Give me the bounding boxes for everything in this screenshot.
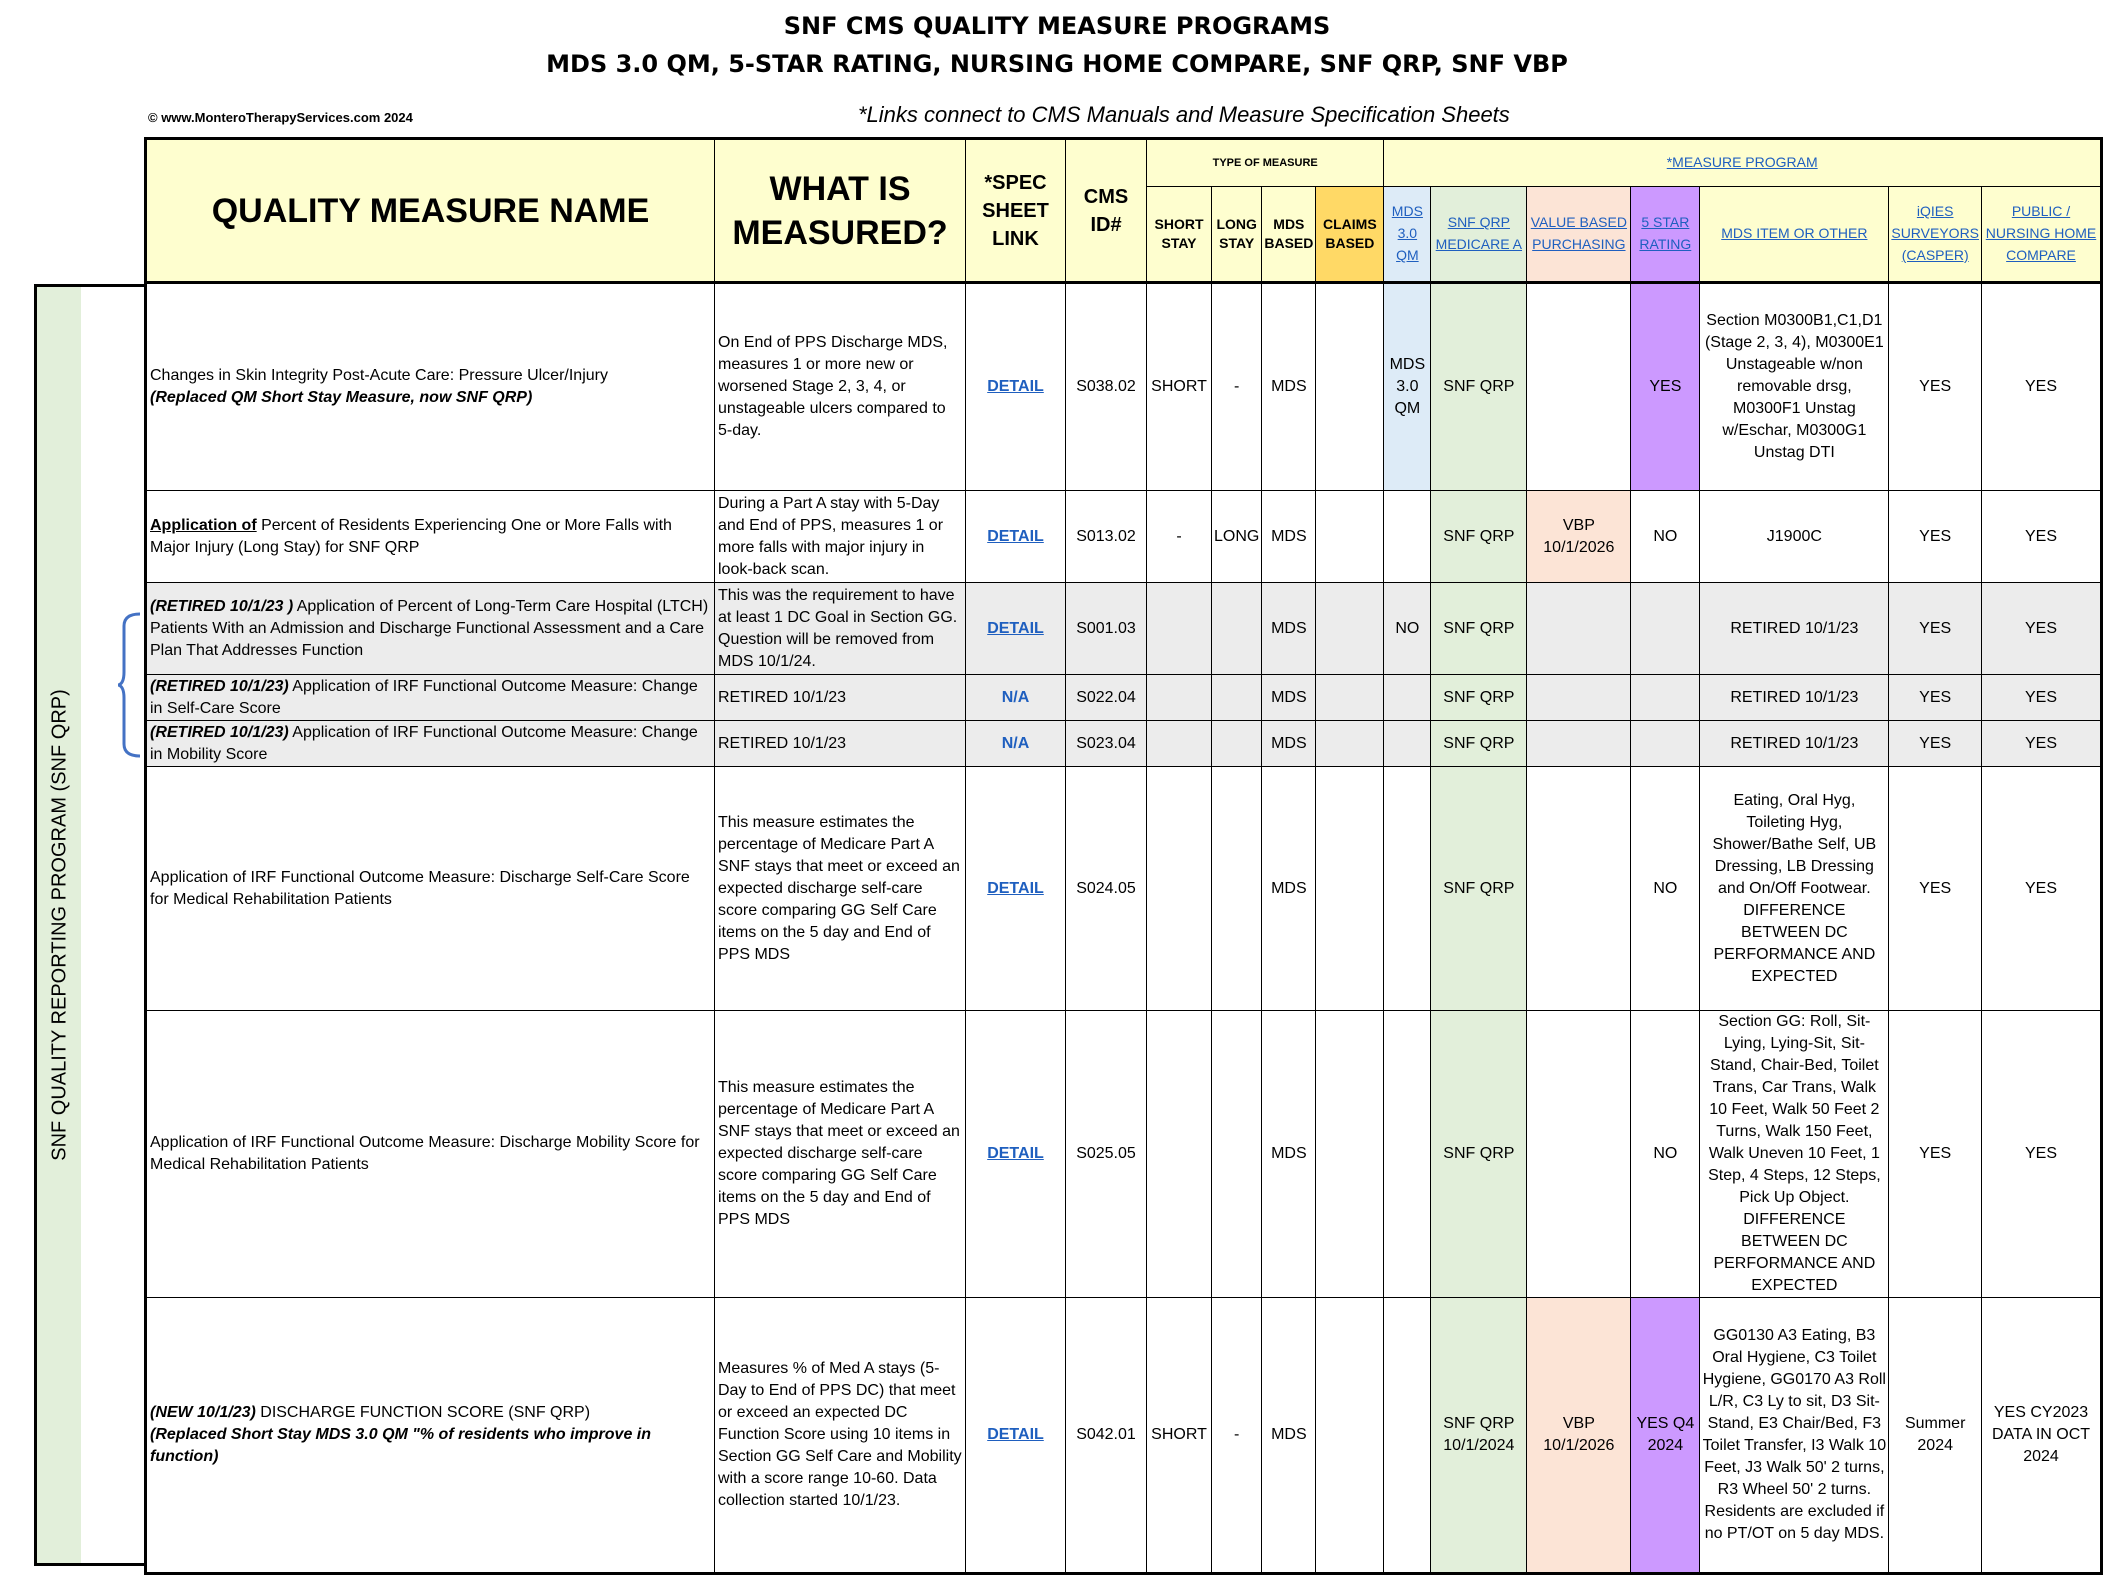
mds-based-cell: MDS — [1262, 767, 1316, 1011]
page-subtitle: MDS 3.0 QM, 5-STAR RATING, NURSING HOME COMPARE, SNF QRP, SNF VBP — [546, 50, 1568, 78]
table-row — [146, 283, 2102, 491]
col-header-long: LONG STAY — [1212, 187, 1262, 283]
vbp-cell — [1527, 1011, 1631, 1298]
col-header-iqies[interactable] — [1889, 187, 1982, 283]
long-stay-cell — [1212, 767, 1262, 1011]
col-header-mds-based: MDS BASED — [1262, 187, 1316, 283]
long-stay-cell: - — [1212, 283, 1262, 491]
what-measured-cell: RETIRED 10/1/23 — [715, 721, 966, 767]
iqies-cell: YES — [1889, 491, 1982, 583]
measure-name-prefix: (RETIRED 10/1/23) — [150, 723, 289, 741]
iqies-cell: YES — [1889, 721, 1982, 767]
short-stay-cell: - — [1147, 491, 1212, 583]
mds-item-cell: RETIRED 10/1/23 — [1700, 675, 1889, 721]
claims-based-cell — [1316, 1298, 1384, 1574]
star-rating-link[interactable]: 5 STAR RATING — [1639, 214, 1692, 252]
vbp-cell: VBP 10/1/2026 — [1527, 1298, 1631, 1574]
measure-name-cell — [146, 721, 715, 767]
spec-sheet-cell — [966, 721, 1066, 767]
measure-name: Application of IRF Functional Outcome Measure: Change in Mobility Score — [150, 723, 698, 763]
short-stay-cell: SHORT — [1147, 1298, 1212, 1574]
spec-sheet-link[interactable]: DETAIL — [987, 527, 1044, 545]
iqies-cell: Summer 2024 — [1889, 1298, 1982, 1574]
col-header-name: QUALITY MEASURE NAME — [146, 139, 715, 283]
mds30-cell — [1384, 675, 1431, 721]
measure-name-prefix: (NEW 10/1/23) — [150, 1404, 256, 1421]
table-row — [146, 583, 2102, 675]
mds30-cell — [1384, 491, 1431, 583]
what-measured-cell: This was the requirement to have at least 1 DC Goal in Section GG. Question will be removed from MDS 10/1/24. — [715, 583, 966, 675]
mds-based-cell: MDS — [1262, 675, 1316, 721]
measure-name-prefix: Application of — [150, 516, 257, 534]
col-group-program[interactable] — [1384, 139, 2102, 187]
short-stay-cell — [1147, 1011, 1212, 1298]
measure-name: Application of IRF Functional Outcome Measure: Discharge Mobility Score for Medical Rehabilitation Patients — [150, 1134, 700, 1173]
snfqrp-cell: SNF QRP — [1431, 283, 1527, 491]
star-rating-cell: NO — [1631, 491, 1700, 583]
mds-item-cell: RETIRED 10/1/23 — [1700, 721, 1889, 767]
short-stay-cell — [1147, 675, 1212, 721]
spec-sheet-cell[interactable] — [966, 491, 1066, 583]
spec-sheet-link[interactable]: DETAIL — [987, 619, 1044, 637]
claims-based-cell — [1316, 491, 1384, 583]
col-header-cmsid: CMS ID# — [1066, 139, 1147, 283]
mds30-cell — [1384, 1011, 1431, 1298]
mds-item-cell: RETIRED 10/1/23 — [1700, 583, 1889, 675]
star-rating-cell: YES Q4 2024 — [1631, 1298, 1700, 1574]
mds-item-cell: J1900C — [1700, 491, 1889, 583]
measure-name-note: (Replaced Short Stay MDS 3.0 QM "% of residents who improve in function) — [150, 1426, 652, 1465]
star-rating-cell: NO — [1631, 767, 1700, 1011]
measure-name-cell — [146, 283, 715, 491]
spec-sheet-cell[interactable] — [966, 1011, 1066, 1298]
public-compare-cell: YES — [1982, 721, 2102, 767]
public-compare-cell: YES — [1982, 583, 2102, 675]
what-measured-cell: RETIRED 10/1/23 — [715, 675, 966, 721]
public-compare-cell: YES — [1982, 491, 2102, 583]
spec-sheet-cell — [966, 675, 1066, 721]
col-header-public[interactable] — [1982, 187, 2102, 283]
mds-item-cell: Eating, Oral Hyg, Toileting Hyg, Shower/Bathe Self, UB Dressing, LB Dressing and On/Off Footwear. DIFFERENCE BETWEEN DC PERFORMANCE AND EXPECTED — [1700, 767, 1889, 1011]
public-compare-cell: YES — [1982, 283, 2102, 491]
col-header-spec: *SPEC SHEET LINK — [966, 139, 1066, 283]
cms-id-cell: S013.02 — [1066, 491, 1147, 583]
measure-name: DISCHARGE FUNCTION SCORE (SNF QRP) — [255, 1404, 591, 1421]
snfqrp-cell: SNF QRP — [1431, 1011, 1527, 1298]
cms-id-cell: S022.04 — [1066, 675, 1147, 721]
mds-based-cell: MDS — [1262, 1011, 1316, 1298]
claims-based-cell — [1316, 767, 1384, 1011]
iqies-cell: YES — [1889, 767, 1982, 1011]
long-stay-cell — [1212, 1011, 1262, 1298]
short-stay-cell — [1147, 721, 1212, 767]
public-compare-cell: YES — [1982, 767, 2102, 1011]
side-band-label: SNF QUALITY REPORTING PROGRAM (SNF QRP) — [48, 689, 71, 1161]
long-stay-cell: LONG — [1212, 491, 1262, 583]
short-stay-cell: SHORT — [1147, 283, 1212, 491]
what-measured-cell: This measure estimates the percentage of Medicare Part A SNF stays that meet or exceed an expected discharge self-care score comparing GG Self Care items on the 5 day and End of PPS MDS — [715, 767, 966, 1011]
iqies-cell: YES — [1889, 1011, 1982, 1298]
public-compare-cell: YES — [1982, 675, 2102, 721]
short-stay-cell — [1147, 767, 1212, 1011]
snfqrp-cell: SNF QRP — [1431, 675, 1527, 721]
measure-name: Application of IRF Functional Outcome Measure: Change in Self-Care Score — [150, 677, 698, 717]
long-stay-cell — [1212, 675, 1262, 721]
page-title: SNF CMS QUALITY MEASURE PROGRAMS — [783, 12, 1331, 40]
col-header-star[interactable] — [1631, 187, 1700, 283]
bracket-icon — [118, 612, 144, 758]
measure-name-cell — [146, 1011, 715, 1298]
table-row — [146, 1298, 2102, 1574]
snfqrp-cell: SNF QRP — [1431, 491, 1527, 583]
short-stay-cell — [1147, 583, 1212, 675]
table-row — [146, 767, 2102, 1011]
snfqrp-link[interactable]: SNF QRP MEDICARE A — [1435, 214, 1523, 252]
col-header-item[interactable] — [1700, 187, 1889, 283]
iqies-link[interactable]: iQIES SURVEYORS (CASPER) — [1891, 203, 1980, 263]
measure-name-cell — [146, 491, 715, 583]
mds30-cell — [1384, 721, 1431, 767]
vbp-cell — [1527, 767, 1631, 1011]
measure-name: Application of Percent of Long-Term Care Hospital (LTCH) Patients With an Admission and Discharge Functional Assessment and a Care Plan That Addresses Function — [150, 597, 709, 659]
links-note: *Links connect to CMS Manuals and Measure Specification Sheets — [858, 102, 1510, 127]
col-header-what: WHAT IS MEASURED? — [715, 139, 966, 283]
table-row — [146, 675, 2102, 721]
mds30-link[interactable]: MDS 3.0 QM — [1391, 203, 1423, 263]
cms-id-cell: S024.05 — [1066, 767, 1147, 1011]
spec-sheet-cell[interactable] — [966, 767, 1066, 1011]
public-compare-cell: YES CY2023 DATA IN OCT 2024 — [1982, 1298, 2102, 1574]
table-row — [146, 721, 2102, 767]
measure-name-cell — [146, 767, 715, 1011]
iqies-cell: YES — [1889, 675, 1982, 721]
star-rating-cell — [1631, 583, 1700, 675]
table-row — [146, 491, 2102, 583]
vbp-cell — [1527, 583, 1631, 675]
star-rating-cell — [1631, 675, 1700, 721]
claims-based-cell — [1316, 721, 1384, 767]
spec-sheet-link: N/A — [1001, 734, 1030, 752]
iqies-cell: YES — [1889, 283, 1982, 491]
col-header-snfqrp[interactable] — [1431, 187, 1527, 283]
vbp-cell: VBP 10/1/2026 — [1527, 491, 1631, 583]
spec-sheet-cell[interactable] — [966, 283, 1066, 491]
spec-sheet-link[interactable]: DETAIL — [987, 1426, 1044, 1443]
measure-name: Percent of Residents Experiencing One or More Falls with Major Injury (Long Stay) for SNF QRP — [150, 516, 672, 556]
mds-item-cell: GG0130 A3 Eating, B3 Oral Hygiene, C3 Toilet Hygiene, GG0170 A3 Roll L/R, C3 Ly to sit, D3 Sit-Stand, E3 Chair/Bed, F3 Toilet Transfer, I3 Walk 10 Feet, J3 Walk 50' 2 turns, R3 Wheel 50' 2 turns. Residents are excluded if no PT/OT on 5 day MDS. — [1700, 1298, 1889, 1574]
public-compare-cell: YES — [1982, 1011, 2102, 1298]
table-row — [146, 1011, 2102, 1298]
long-stay-cell: - — [1212, 1298, 1262, 1574]
claims-based-cell — [1316, 675, 1384, 721]
snfqrp-cell: SNF QRP — [1431, 767, 1527, 1011]
measure-name-cell — [146, 583, 715, 675]
spec-sheet-cell[interactable] — [966, 583, 1066, 675]
what-measured-cell: This measure estimates the percentage of Medicare Part A SNF stays that meet or exceed an expected discharge self-care score comparing GG Self Care items on the 5 day and End of PPS MDS — [715, 1011, 966, 1298]
mds30-cell: NO — [1384, 583, 1431, 675]
measure-program-link[interactable]: *MEASURE PROGRAM — [1666, 154, 1818, 170]
measure-name-prefix: (RETIRED 10/1/23) — [150, 677, 289, 695]
public-compare-link[interactable]: PUBLIC / NURSING HOME COMPARE — [1985, 203, 2097, 263]
star-rating-cell — [1631, 721, 1700, 767]
mds-item-cell: Section M0300B1,C1,D1 (Stage 2, 3, 4), M0300E1 Unstageable w/non removable drsg, M0300F1 Unstag w/Eschar, M0300G1 Unstag DTI — [1700, 283, 1889, 491]
spec-sheet-link: N/A — [1001, 688, 1030, 706]
claims-based-cell — [1316, 1011, 1384, 1298]
mds-based-cell: MDS — [1262, 721, 1316, 767]
measure-name-note: (Replaced QM Short Stay Measure, now SNF QRP) — [150, 389, 533, 406]
iqies-cell: YES — [1889, 583, 1982, 675]
mds-based-cell: MDS — [1262, 1298, 1316, 1574]
vbp-cell — [1527, 675, 1631, 721]
mds-item-cell: Section GG: Roll, Sit-Lying, Lying-Sit, Sit-Stand, Chair-Bed, Toilet Trans, Car Trans, Walk 10 Feet, Walk 50 Feet 2 Turns, Walk 150 Feet, Walk Uneven 10 Feet, 1 Step, 4 Steps, 12 Steps, Pick Up Object. DIFFERENCE BETWEEN DC PERFORMANCE AND EXPECTED — [1700, 1011, 1889, 1298]
measure-name-prefix: (RETIRED 10/1/23 ) — [150, 597, 294, 615]
mds30-cell — [1384, 767, 1431, 1011]
snfqrp-cell: SNF QRP — [1431, 721, 1527, 767]
long-stay-cell — [1212, 583, 1262, 675]
mds-item-link[interactable]: MDS ITEM OR OTHER — [1721, 225, 1868, 241]
mds-based-cell: MDS — [1262, 491, 1316, 583]
what-measured-cell: During a Part A stay with 5-Day and End of PPS, measures 1 or more falls with major injury in look-back scan. — [715, 491, 966, 583]
col-header-short: SHORT STAY — [1147, 187, 1212, 283]
measure-name-cell — [146, 1298, 715, 1574]
col-header-vbp[interactable] — [1527, 187, 1631, 283]
cms-id-cell: S042.01 — [1066, 1298, 1147, 1574]
star-rating-cell: NO — [1631, 1011, 1700, 1298]
snfqrp-cell: SNF QRP 10/1/2024 — [1431, 1298, 1527, 1574]
measure-name: Changes in Skin Integrity Post-Acute Care: Pressure Ulcer/Injury — [150, 367, 608, 384]
measure-name: Application of IRF Functional Outcome Measure: Discharge Self-Care Score for Medical Rehabilitation Patients — [150, 868, 690, 908]
snfqrp-cell: SNF QRP — [1431, 583, 1527, 675]
spec-sheet-link[interactable]: DETAIL — [987, 378, 1044, 395]
what-measured-cell: Measures % of Med A stays (5-Day to End of PPS DC) that meet or exceed an expected DC Function Score using 10 items in Section GG Self Care and Mobility with a score range 10-60. Data collection started 10/1/23. — [715, 1298, 966, 1574]
vbp-link[interactable]: VALUE BASED PURCHASING — [1530, 214, 1627, 252]
cms-id-cell: S001.03 — [1066, 583, 1147, 675]
spec-sheet-link[interactable]: DETAIL — [987, 879, 1044, 897]
mds-based-cell: MDS — [1262, 583, 1316, 675]
col-group-type: TYPE OF MEASURE — [1147, 139, 1384, 187]
measure-name-cell — [146, 675, 715, 721]
what-measured-cell: On End of PPS Discharge MDS, measures 1 or more new or worsened Stage 2, 3, 4, or unstageable ulcers compared to 5-day. — [715, 283, 966, 491]
mds-based-cell: MDS — [1262, 283, 1316, 491]
mds30-cell — [1384, 1298, 1431, 1574]
quality-measure-table — [144, 137, 2103, 1575]
copyright-text: © www.MonteroTherapyServices.com 2024 — [148, 110, 413, 125]
vbp-cell — [1527, 721, 1631, 767]
col-header-mds30[interactable] — [1384, 187, 1431, 283]
spec-sheet-cell[interactable] — [966, 1298, 1066, 1574]
col-header-claims: CLAIMS BASED — [1316, 187, 1384, 283]
claims-based-cell — [1316, 583, 1384, 675]
cms-id-cell: S025.05 — [1066, 1011, 1147, 1298]
mds30-cell: MDS 3.0 QM — [1384, 283, 1431, 491]
cms-id-cell: S023.04 — [1066, 721, 1147, 767]
spec-sheet-link[interactable]: DETAIL — [987, 1145, 1044, 1162]
claims-based-cell — [1316, 283, 1384, 491]
long-stay-cell — [1212, 721, 1262, 767]
vbp-cell — [1527, 283, 1631, 491]
star-rating-cell: YES — [1631, 283, 1700, 491]
cms-id-cell: S038.02 — [1066, 283, 1147, 491]
